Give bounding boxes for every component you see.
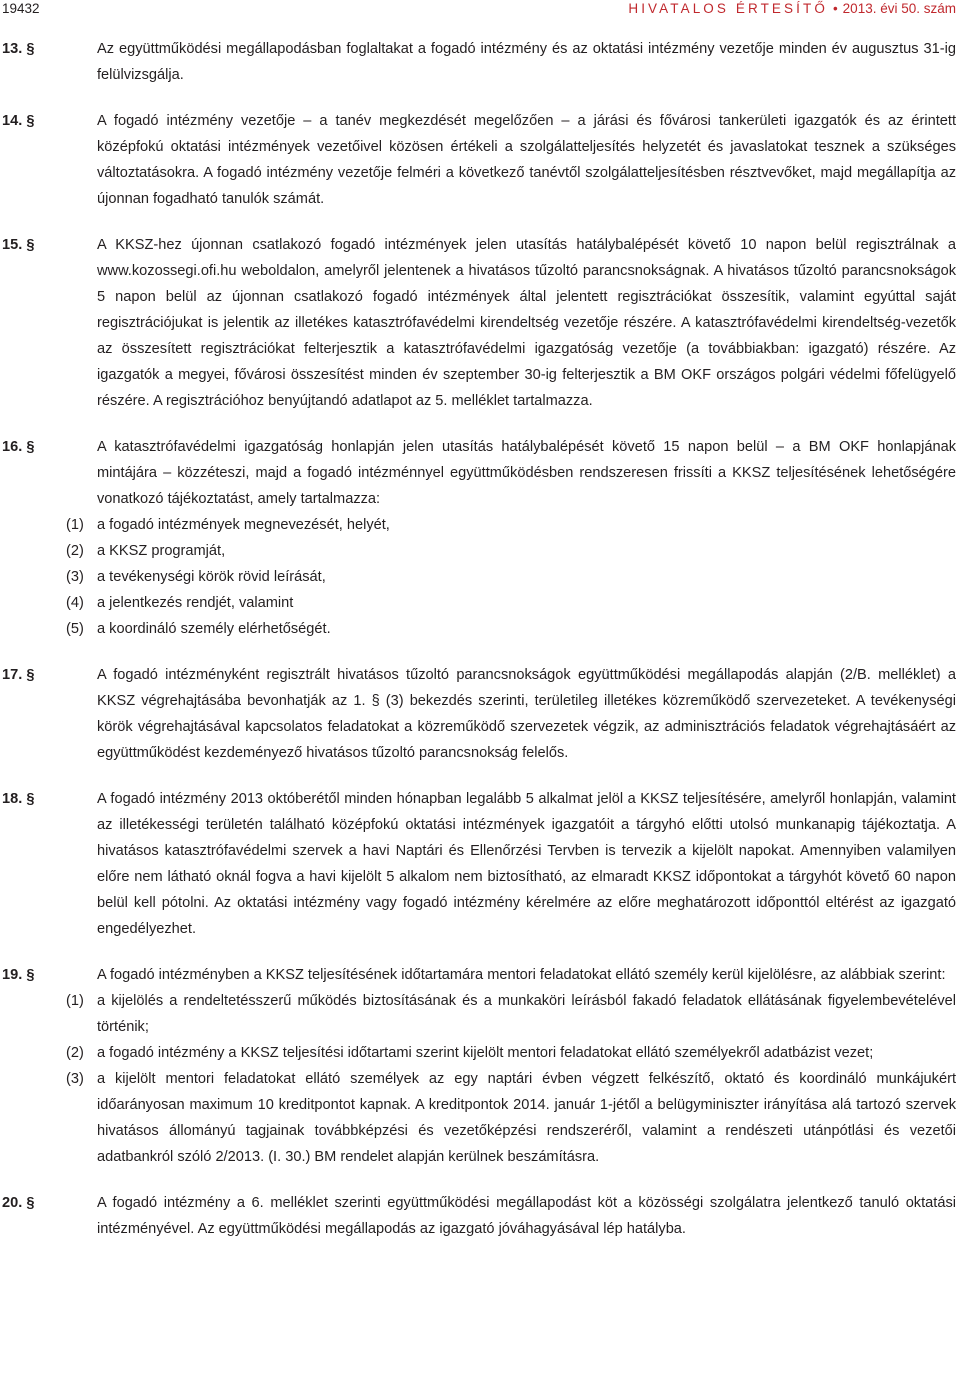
list-item (0, 538, 960, 564)
journal-name: HIVATALOS ÉRTESÍTŐ (628, 1, 828, 16)
section-number: 13. § (2, 41, 35, 57)
list-item-text: a kijelölt mentori feladatokat ellátó személyek az egy naptári évben végzett felkészítő, oktató és koordináló munkájukért időarányosan maximum 10 kreditpontot kapnak. A kreditpontok 2014. január 1-jétől a belügyminiszter irányítása alá tartozó szervek hivatásos állományú tagjainak továbbképzési és vezetőképzési rendszeréről, valamint a rendészeti utánpótlási és vezetői adatbankról szóló 2/2013. (I. 30.) BM rendelet alapján kerülnek beszámításra. (97, 1071, 956, 1165)
list-item (0, 590, 960, 616)
section (0, 786, 960, 942)
list-item-number: (1) (66, 517, 84, 533)
list-item-text: a KKSZ programját, (97, 543, 226, 559)
list-item-text: a tevékenységi körök rövid leírását, (97, 569, 326, 585)
page-header (0, 0, 960, 22)
list-item-text: a jelentkezés rendjét, valamint (97, 595, 294, 611)
section-number: 15. § (2, 237, 35, 253)
list-item (0, 1066, 960, 1170)
section (0, 962, 960, 1170)
list-item-number: (3) (66, 569, 84, 585)
document-body (0, 36, 960, 1262)
list-item-text: a kijelölés a rendeltetésszerű működés biztosításának és a munkaköri leírásból fakadó feladatok ellátásának figyelembevételével történik; (97, 993, 956, 1035)
section-number: 20. § (2, 1195, 35, 1211)
list-item-number: (4) (66, 595, 84, 611)
section-number: 14. § (2, 113, 35, 129)
section-paragraph: A KKSZ-hez újonnan csatlakozó fogadó intézmények jelen utasítás hatálybalépését követő 10 napon belül regisztrálnak a www.kozossegi.ofi.hu weboldalon, amelyről jelentenek a hivatásos tűzoltó parancsnokságnak. A hivatásos tűzoltó parancsnokságok 5 napon belül az újonnan csatlakozó fogadó intézmények által jelentett regisztrációkat összesítik, valamint egyúttal saját regisztrációjukat is jelentik az illetékes katasztrófavédelmi kirendeltség vezetője részére. A katasztrófavédelmi kirendeltség-vezetők az összesített regisztrációkat felterjesztik a katasztrófavédelmi igazgatóság vezetője (a továbbiakban: igazgató) részére. Az igazgatók a megyei, fővárosi összesítést minden év szeptember 30-ig felterjesztik a BM OKF országos polgári védelmi főfelügyelő részére. A regisztrációhoz benyújtandó adatlapot az 5. melléklet tartalmazza. (97, 237, 956, 409)
section-number: 17. § (2, 667, 35, 683)
section (0, 1190, 960, 1242)
list-item (0, 616, 960, 642)
section-paragraph: A fogadó intézmény a 6. melléklet szerinti együttműködési megállapodást köt a közösségi szolgálatra jelentkező tanuló oktatási intézményével. Az együttműködési megállapodás az igazgató jóváhagyásával lép hatályba. (97, 1195, 956, 1237)
list-item-text: a fogadó intézmény a KKSZ teljesítési időtartami szerint kijelölt mentori feladatokat ellátó személyekről adatbázist vezet; (97, 1045, 874, 1061)
list-item-number: (3) (66, 1071, 84, 1087)
section-paragraph: A fogadó intézményben a KKSZ teljesítésének időtartamára mentori feladatokat ellátó személy kerül kijelölésre, az alábbiak szerint: (97, 967, 946, 983)
section-number: 16. § (2, 439, 35, 455)
page-number: 19432 (2, 1, 40, 16)
list-item-number: (2) (66, 543, 84, 559)
section (0, 232, 960, 414)
list-item-text: a fogadó intézmények megnevezését, helyét, (97, 517, 390, 533)
list-item-number: (1) (66, 993, 84, 1009)
section-paragraph: A katasztrófavédelmi igazgatóság honlapján jelen utasítás hatálybalépését követő 15 napon belül – a BM OKF honlapjának mintájára – közzéteszi, majd a fogadó intézménnyel együttműködésben rendszeresen frissíti a KKSZ teljesítésének lehetőségére vonatkozó tájékoztatást, amely tartalmazza: (97, 439, 956, 507)
section-paragraph: A fogadó intézmény 2013 októberétől minden hónapban legalább 5 alkalmat jelöl a KKSZ teljesítésére, amelyről honlapján, valamint az illetékességi területén található középfokú oktatási intézmények igazgatóit a tárgyhó előtti utolsó munkanapig tájékoztatja. A hivatásos katasztrófavédelmi szervek a havi Naptári és Ellenőrzési Tervben is tervezik a kijelölt napokat. Amennyiben valamilyen előre nem látható oknál fogva a havi kijelölt 5 alkalom nem biztosítható, az elmaradt KKSZ időpontokat a tárgyhót követő 60 napon belül kell pótolni. Az oktatási intézmény vagy fogadó intézmény kérelmére az előre meghatározott időponttól eltérést az igazgató engedélyezhet. (97, 791, 956, 937)
section (0, 434, 960, 642)
header-separator: • (832, 1, 838, 16)
journal-issue: 2013. évi 50. szám (842, 1, 956, 16)
list-item-text: a koordináló személy elérhetőségét. (97, 621, 331, 637)
list-item (0, 512, 960, 538)
list-item-number: (2) (66, 1045, 84, 1061)
list-item (0, 1040, 960, 1066)
section-number: 19. § (2, 967, 35, 983)
list-item (0, 564, 960, 590)
section (0, 662, 960, 766)
section (0, 108, 960, 212)
section-number: 18. § (2, 791, 35, 807)
section-paragraph: Az együttműködési megállapodásban foglaltakat a fogadó intézmény és az oktatási intézmény vezetője minden év augusztus 31-ig felülvizsgálja. (97, 41, 956, 83)
section-paragraph: A fogadó intézményként regisztrált hivatásos tűzoltó parancsnokságok együttműködési megállapodás alapján (2/B. melléklet) a KKSZ végrehajtásába bevonhatják az 1. § (3) bekezdés szerinti, területileg illetékes közreműködő szervezeteket. A tevékenységi körök végrehajtásával kapcsolatos feladatokat a közreműködő szervezetek végzik, az adminisztrációs feladatok végrehajtásáért az együttműködést kezdeményező hivatásos tűzoltó parancsnokság felelős. (97, 667, 956, 761)
list-item (0, 988, 960, 1040)
section (0, 36, 960, 88)
journal-title (628, 0, 956, 18)
section-paragraph: A fogadó intézmény vezetője – a tanév megkezdését megelőzően – a járási és fővárosi tankerületi igazgatók és az érintett középfokú oktatási intézmények vezetőivel közösen értékeli a szolgálatteljesítés helyzetét és javaslatokat tesznek a szükséges változtatásokra. A fogadó intézmény vezetője felméri a következő tanévtől szolgálatteljesítésben résztvevőket, majd megállapítja az újonnan fogadható tanulók számát. (97, 113, 956, 207)
list-item-number: (5) (66, 621, 84, 637)
